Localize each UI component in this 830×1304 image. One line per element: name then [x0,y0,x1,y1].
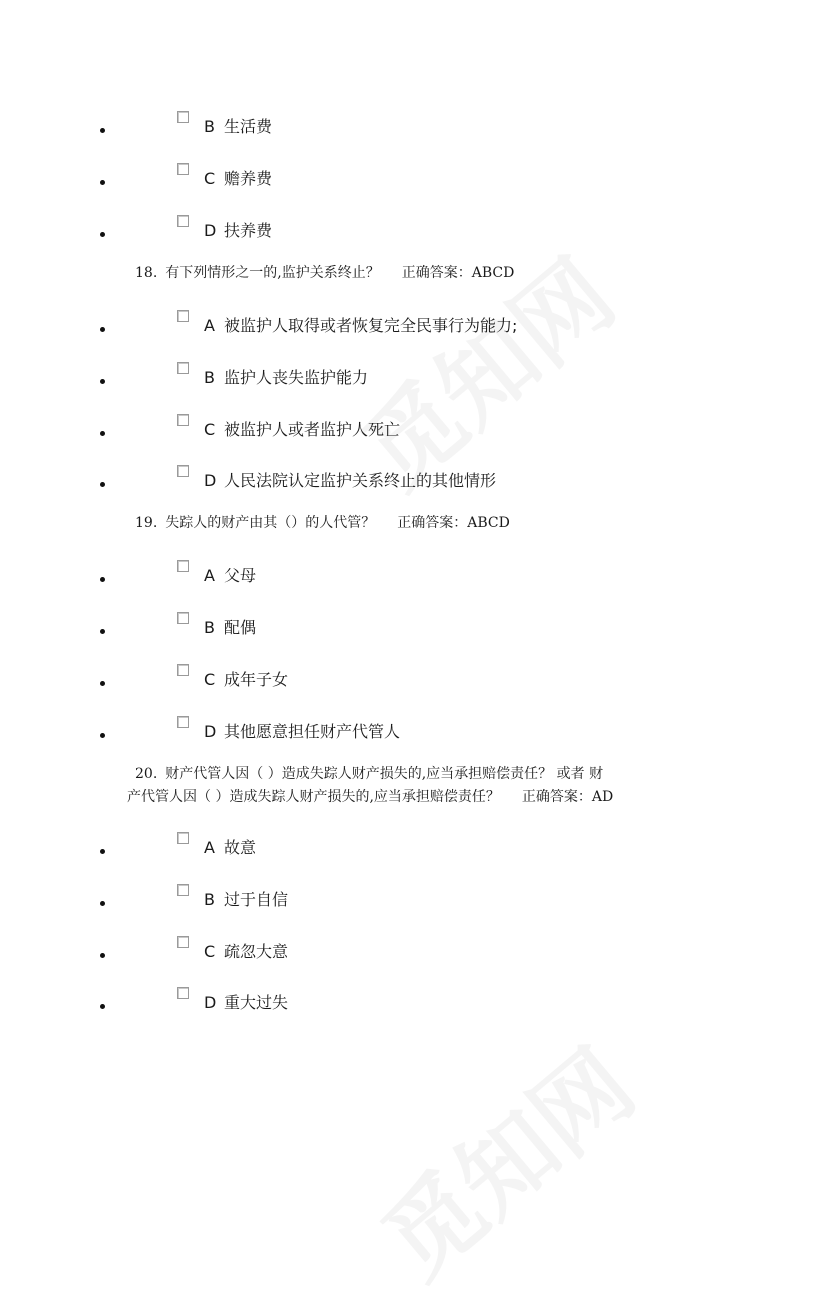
option-label: C 赡养费 [204,169,273,188]
checkbox[interactable] [177,215,189,227]
bullet-icon [100,379,105,384]
option-label: C 疏忽大意 [204,942,289,961]
option-label: A 故意 [204,838,257,857]
checkbox[interactable] [177,832,189,844]
checkbox[interactable] [177,936,189,948]
bullet-icon [100,681,105,686]
option-label: D 重大过失 [204,993,289,1012]
bullet-icon [100,128,105,133]
bullet-icon [100,327,105,332]
bullet-icon [100,1004,105,1009]
checkbox[interactable] [177,414,189,426]
option-label: D 其他愿意担任财产代管人 [204,722,401,741]
checkbox[interactable] [177,664,189,676]
bullet-icon [100,629,105,634]
bullet-icon [100,577,105,582]
bullet-icon [100,482,105,487]
checkbox[interactable] [177,362,189,374]
checkbox[interactable] [177,560,189,572]
bullet-icon [100,849,105,854]
option-label: B 监护人丧失监护能力 [204,368,369,387]
question-text: 20. 财产代管人因（ ）造成失踪人财产损失的,应当承担赔偿责任？ 或者 财 [135,766,604,782]
bullet-icon [100,953,105,958]
bullet-icon [100,431,105,436]
option-label: D 扶养费 [204,221,273,240]
option-label: B 配偶 [204,618,257,637]
option-label: A 被监护人取得或者恢复完全民事行为能力; [204,316,518,335]
bullet-icon [100,232,105,237]
bullet-icon [100,180,105,185]
option-label: B 生活费 [204,117,273,136]
correct-answer: AD [591,789,614,805]
checkbox[interactable] [177,884,189,896]
option-label: A 父母 [204,566,257,585]
checkbox[interactable] [177,987,189,999]
option-label: C 被监护人或者监护人死亡 [204,420,401,439]
question-text: 19. 失踪人的财产由其（）的人代管？ 正确答案：ABCD [135,515,510,531]
checkbox[interactable] [177,163,189,175]
correct-answer: ABCD [467,515,510,531]
option-label: B 过于自信 [204,890,289,909]
checkbox[interactable] [177,310,189,322]
bullet-icon [100,733,105,738]
option-label: D 人民法院认定监护关系终止的其他情形 [204,471,497,490]
question-text-continued: 产代管人因（ ）造成失踪人财产损失的,应当承担赔偿责任？ 正确答案：AD [127,789,614,805]
question-text: 18. 有下列情形之一的,监护关系终止？ 正确答案：ABCD [135,265,515,281]
correct-answer: ABCD [471,265,515,281]
checkbox[interactable] [177,716,189,728]
checkbox[interactable] [177,465,189,477]
bullet-icon [100,901,105,906]
checkbox[interactable] [177,111,189,123]
watermark [350,1013,659,1303]
checkbox[interactable] [177,612,189,624]
option-label: C 成年子女 [204,670,289,689]
